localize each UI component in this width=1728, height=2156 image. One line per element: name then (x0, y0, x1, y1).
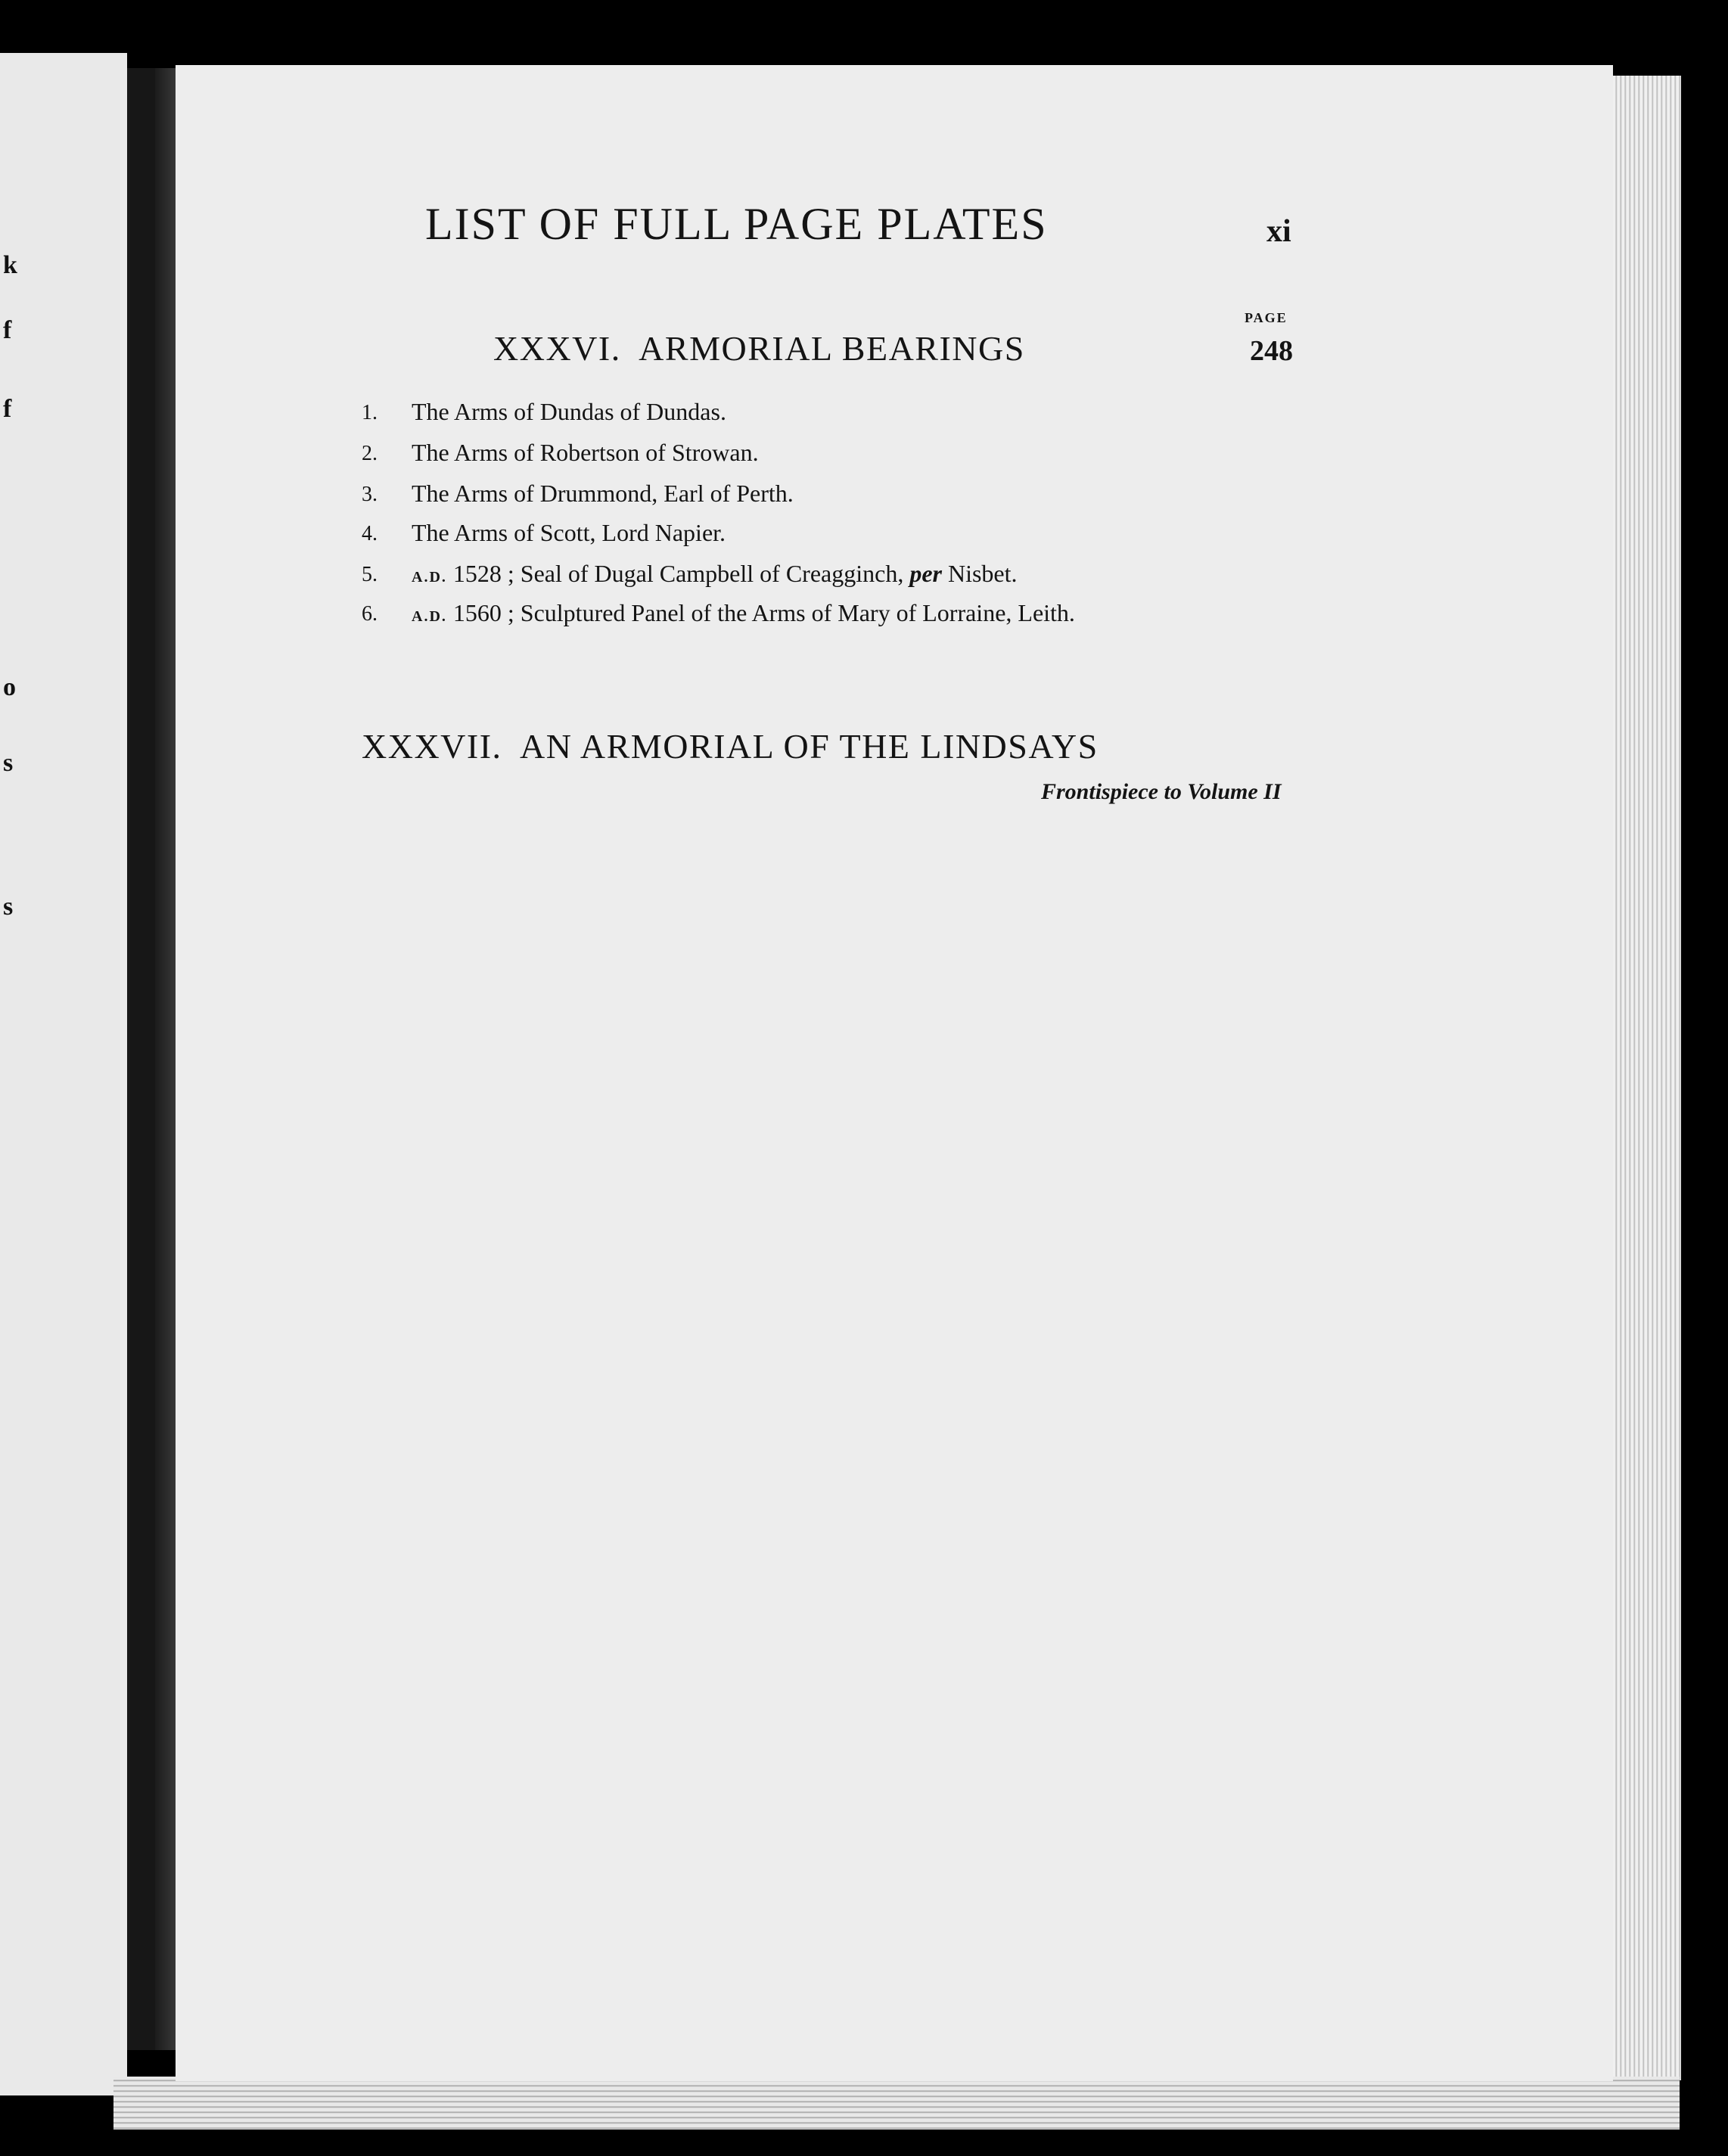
item-text-tail: Nisbet. (947, 560, 1018, 587)
item-text (412, 599, 1075, 627)
folio-number: xi (1266, 214, 1291, 249)
item-number: 3. (362, 483, 378, 506)
item-number: 6. (362, 602, 378, 626)
item-text-main: 1560 ; Sculptured Panel of the Arms of Mary of Lorraine, Leith. (452, 599, 1075, 626)
left-page-edge-char: f (3, 316, 12, 344)
date-prefix: A.D. (412, 569, 447, 586)
item-text-main: 1528 ; Seal of Dugal Campbell of Creagginch, (452, 560, 904, 587)
gutter-shadow (155, 68, 178, 2050)
item-text: The Arms of Robertson of Strowan. (412, 439, 759, 466)
left-page-edge-char: s (3, 893, 14, 921)
left-page-edge-char: f (3, 395, 12, 423)
plate-title: ARMORIAL BEARINGS (639, 329, 1025, 368)
plate-numeral: XXXVI. (493, 329, 621, 368)
running-title: LIST OF FULL PAGE PLATES (425, 199, 1048, 249)
plate-page-reference: Frontispiece to Volume II (1041, 779, 1282, 804)
left-page-edge-char: k (3, 251, 17, 279)
item-text: The Arms of Drummond, Earl of Perth. (412, 480, 794, 507)
plate-title: AN ARMORIAL OF THE LINDSAYS (519, 727, 1099, 766)
plate-heading (362, 726, 1099, 766)
item-number: 2. (362, 442, 378, 465)
plate-page-number: 248 (1250, 335, 1293, 367)
page-stack-right-edge (1613, 76, 1681, 2080)
plate-heading (493, 328, 1025, 368)
item-text: The Arms of Scott, Lord Napier. (412, 519, 726, 546)
item-text: The Arms of Dundas of Dundas. (412, 398, 726, 425)
left-page-edge-char: o (3, 673, 16, 701)
item-number: 5. (362, 563, 378, 586)
date-prefix: A.D. (412, 608, 447, 625)
page-column-label: PAGE (1245, 310, 1288, 325)
left-facing-page (0, 53, 127, 2095)
plate-numeral: XXXVII. (362, 727, 502, 766)
page-stack-bottom-edge (113, 2077, 1680, 2130)
item-number: 4. (362, 522, 378, 545)
item-text (412, 560, 1018, 588)
item-number: 1. (362, 401, 378, 424)
left-page-edge-char: s (3, 749, 14, 777)
item-text-italic: per (909, 560, 942, 587)
